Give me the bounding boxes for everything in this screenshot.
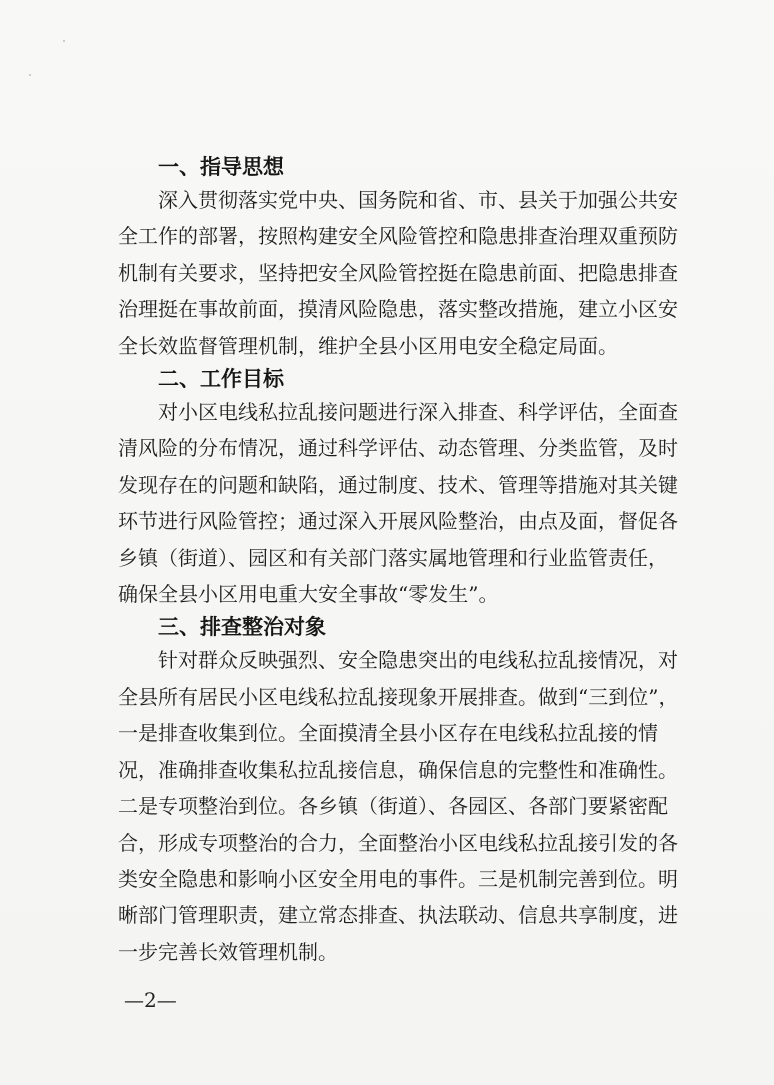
paragraph-line: 环节进行风险管控；通过深入开展风险整治，由点及面，督促各 [118, 509, 678, 534]
section-heading-inspection-targets: 三、排查整治对象 [158, 615, 326, 640]
paragraph-line: 全工作的部署，按照构建安全风险管控和隐患排查治理双重预防 [118, 224, 678, 249]
paragraph-line: 类安全隐患和影响小区安全用电的事件。三是机制完善到位。明 [118, 866, 678, 891]
paragraph-line: 乡镇（街道）、园区和有关部门落实属地管理和行业监管责任， [118, 545, 668, 570]
scan-speck [63, 40, 65, 42]
document-body [118, 152, 679, 970]
paragraph-line: 针对群众反映强烈、安全隐患突出的电线私拉乱接情况，对 [158, 648, 678, 673]
paragraph-line: 二是专项整治到位。各乡镇（街道）、各园区、各部门要紧密配 [118, 794, 668, 819]
section-paragraph-guiding-ideology [118, 182, 678, 364]
paragraph-line: 发现存在的问题和缺陷，通过制度、技术、管理等措施对其关键 [118, 472, 678, 497]
paragraph-line: 况，准确排查收集私拉乱接信息，确保信息的完整性和准确性。 [118, 757, 678, 782]
paragraph-line: 全县所有居民小区电线私拉乱接现象开展排查。做到“三到位”， [118, 684, 679, 709]
paragraph-line: 深入贯彻落实党中央、国务院和省、市、县关于加强公共安 [158, 188, 678, 212]
paragraph-line: 全长效监督管理机制，维护全县小区用电安全稳定局面。 [118, 333, 618, 358]
paragraph-line: 一是排查收集到位。全面摸清全县小区存在电线私拉乱接的情 [118, 721, 658, 746]
section-heading-work-goals: 二、工作目标 [158, 367, 284, 392]
paragraph-line: 清风险的分布情况，通过科学评估、动态管理、分类监管，及时 [118, 436, 678, 461]
paragraph-line: 对小区电线私拉乱接问题进行深入排查、科学评估，全面查 [158, 400, 678, 425]
paragraph-line: 确保全县小区用电重大安全事故“零发生”。 [118, 582, 499, 607]
paragraph-line: 合，形成专项整治的合力，全面整治小区电线私拉乱接引发的各 [118, 830, 678, 855]
paragraph-line: 机制有关要求，坚持把安全风险管控挺在隐患前面、把隐患排查 [118, 260, 678, 285]
paragraph-line: 一步完善长效管理机制。 [118, 939, 338, 964]
paragraph-line: 治理挺在事故前面，摸清风险隐患，落实整改措施，建立小区安 [118, 297, 678, 322]
scan-speck [29, 74, 31, 76]
paragraph-line: 晰部门管理职责，建立常态排查、执法联动、信息共享制度，进 [118, 903, 678, 928]
section-paragraph-work-goals [118, 394, 678, 612]
page-number: —2— [124, 988, 177, 1012]
section-paragraph-inspection-targets [118, 642, 679, 970]
section-heading-guiding-ideology: 一、指导思想 [158, 155, 284, 179]
